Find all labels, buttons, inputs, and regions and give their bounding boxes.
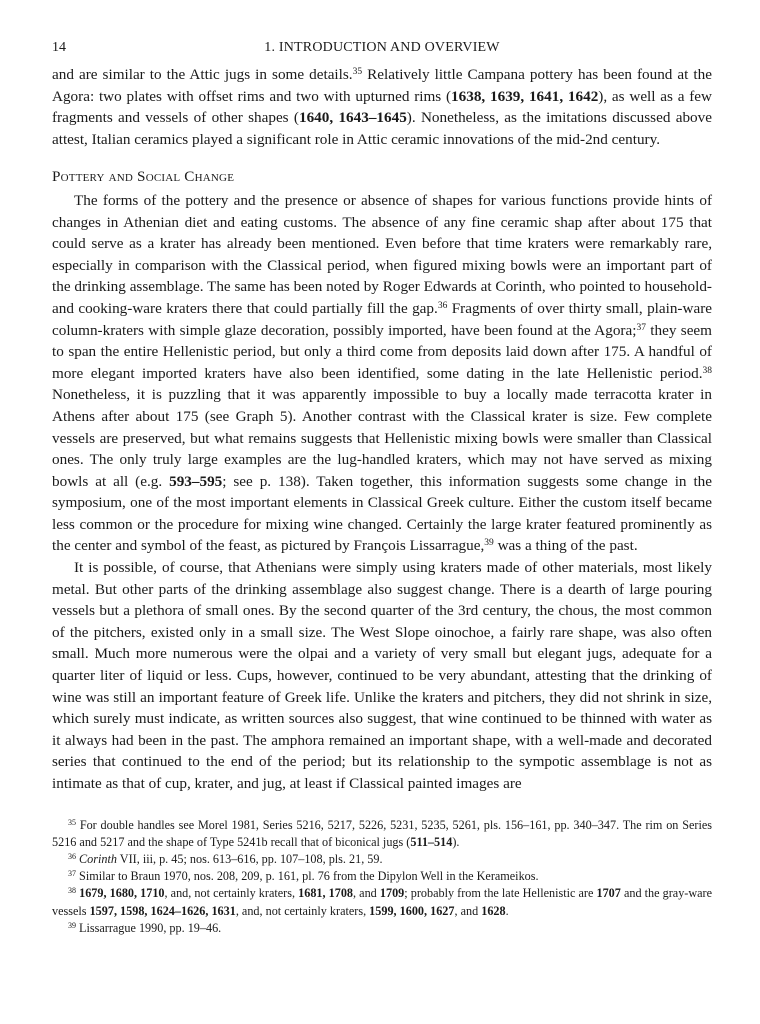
paragraph-campana: and are similar to the Attic jugs in some details.$^{35}$ Relatively little Campana pottery has been found at the Agora: two plates with offset rims and two with upturned rims (1638, 1639, 1641, 1642), as well as a few fragments and vessels of other shapes (1640, 1643–1645). Nonetheless, as the imitations discussed above attest, Italian ceramics played a significant role in Attic ceramic innovations of the mid-2nd century.	[52, 66, 712, 148]
footnote-38: $^{38}$ 1679, 1680, 1710, and, not certainly kraters, 1681, 1708, and 1709; probably from the late Hellenistic are 1707 and the gray-ware vessels 1597, 1598, 1624–1626, 1631, and, not certainly kraters, 1599, 1600, 1627, and 1628.	[52, 886, 713, 918]
footnotes	[52, 817, 712, 937]
paragraph-kraters: The forms of the pottery and the presence or absence of shapes for various functions provide hints of changes in Athenian diet and eating customs. The absence of any fine ceramic shap after about 175 that could serve as a krater has already been mentioned. Even before that time kraters were remarkably rare, especially in comparison with the Classical period, when figured mixing bowls were an important part of the drinking assemblage. The same has been noted by Roger Edwards at Corinth, who pointed to household- and cooking-ware kraters there that could partially fill the gap.$^{36}$ Fragments of over thirty small, plain-ware column-kraters with simple glaze decoration, possibly imported, have been found at the Agora;$^{37}$ they seem to span the entire Hellenistic period, but only a third come from deposits laid down after 175. A handful of more elegant imported kraters have also been identified, some dating in the late Hellenistic period.$^{38}$ Nonetheless, it is puzzling that it was apparently impossible to buy a locally made terracotta krater in Athens after about 175 (see Graph 5). Another contrast with the Classical krater is size. Few complete vessels are preserved, but what remains suggests that Hellenistic mixing bowls were smaller than Classical ones. The only truly large examples are the lug-handled kraters, which may not have served as mixing bowls at all (e.g. 593–595; see p. 138). Taken together, this information suggests some change in the symposium, one of the most important elements in Classical Greek culture. Either the custom itself became less common or the procedure for mixing wine changed. Certainly the large krater featured prominently as the center and symbol of the feast, as pictured by François Lissarrague,$^{39}$ was a thing of the past.	[52, 191, 712, 555]
page-number: 14	[52, 40, 66, 55]
footnote-ref-36[interactable]: 36	[437, 300, 448, 311]
body-text	[52, 64, 712, 795]
footnote-ref-37[interactable]: 37	[636, 322, 646, 333]
catalogue-ref: 593–595	[169, 472, 223, 490]
footnote-35: $^{35}$ For double handles see Morel 1981, Series 5216, 5217, 5226, 5231, 5235, 5261, pls. 156–161, pp. 340–347. The rim on Series 5216 and 5217 and the shape of Type 5241b recall that of biconical jugs (511–514).	[52, 817, 712, 849]
footnote-36: $^{36}$ Corinth VII, iii, p. 45; nos. 613–616, pp. 107–108, pls. 21, 59.	[68, 852, 383, 866]
footnote-ref-39[interactable]: 39	[484, 538, 494, 549]
catalogue-ref: 1638, 1639, 1641, 1642	[451, 87, 599, 105]
footnote-39: $^{39}$ Lissarrague 1990, pp. 19–46.	[68, 920, 222, 935]
running-title: 1. INTRODUCTION AND OVERVIEW	[264, 40, 500, 55]
running-header	[52, 40, 712, 64]
catalogue-ref: 1640, 1643–1645	[298, 109, 407, 127]
section-heading: Pottery and Social Change	[52, 168, 235, 186]
paragraph-drinking-assemblage: It is possible, of course, that Athenians were simply using kraters made of other materials, most likely metal. But other parts of the drinking assemblage also suggest change. There is a dearth of large pouring vessels but a plethora of small ones. By the second quarter of the 3rd century, the chous, the most common of the pitchers, existed only in a small size. The West Slope oinochoe, a fairly rare shape, was also often small. Much more numerous were the olpai and a variety of very small but elegant jugs, adequate for a quarter liter of liquid or less. Cups, however, continued to be very abundant, attesting that the drinking of wine was still an important feature of Greek life. Unlike the kraters and pitchers, they did not shrink in size, which surely must indicate, as written sources also suggest, that wine continued to be thinned with water as it always had been in the past. The amphora remained an important shape, with a well-made and decorated series that continued to the end of the period; but its relationship to the sympotic assemblage is not as intimate as that of cup, krater, and jug, at least if Classical painted images are	[52, 559, 712, 792]
footnote-ref-38[interactable]: 38	[702, 365, 712, 376]
footnote-ref-35[interactable]: 35	[352, 67, 363, 77]
footnote-37: $^{37}$ Similar to Braun 1970, nos. 208, 209, p. 161, pl. 76 from the Dipylon Well in the Kerameikos.	[68, 869, 539, 884]
page	[52, 40, 712, 937]
